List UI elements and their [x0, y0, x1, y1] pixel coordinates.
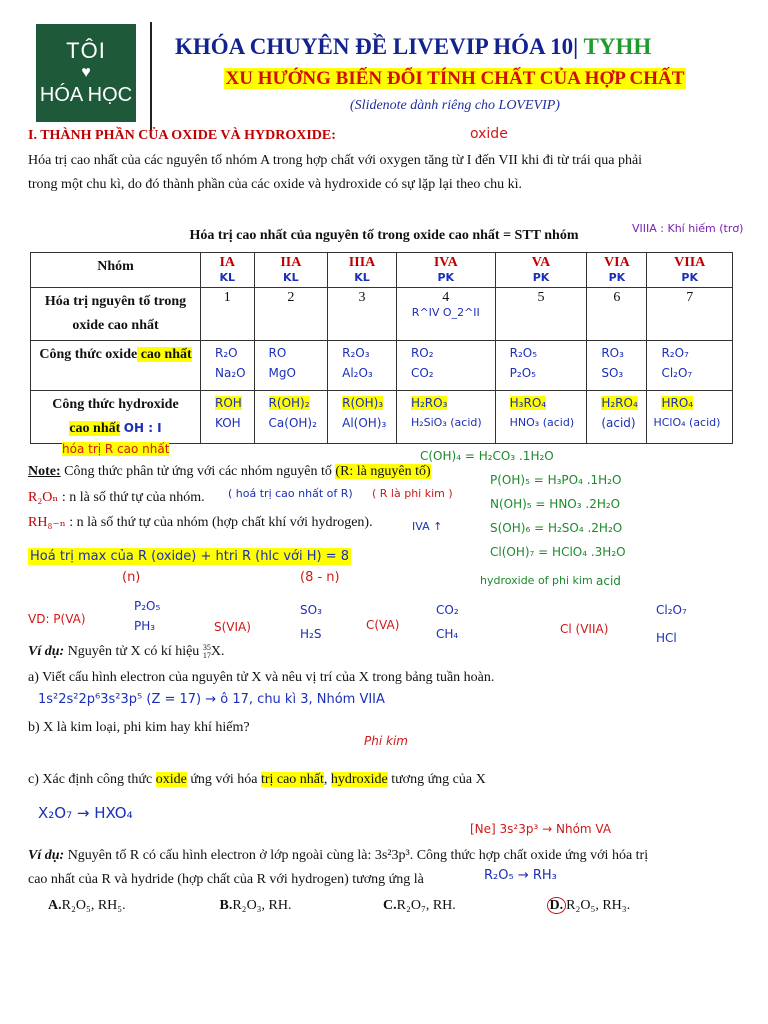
ex-p: VD: P(VA): [28, 612, 86, 626]
oxide-cell: R₂O Na₂O: [201, 341, 255, 391]
valence-table: [30, 252, 733, 444]
valence-cell: 3: [328, 288, 397, 341]
formula-8n: (8 - n): [300, 570, 340, 585]
example2-annot: [Ne] 3s²3p³ → Nhóm VA: [470, 822, 612, 836]
oxide-cell: RO MgO: [254, 341, 328, 391]
r2on-annot2: ( R là phi kim ): [372, 487, 453, 500]
r2on-line: R₂Oₙ : n là số thứ tự của nhóm.: [28, 490, 205, 505]
option-d: D.R₂O₅, RH₃.: [547, 898, 631, 914]
oxide-label: Công thức oxide cao nhất: [31, 341, 201, 391]
group-iva: IVA PK: [396, 253, 495, 288]
group-iia: IIA KL: [254, 253, 328, 288]
formula-line: Hoá trị max của R (oxide) + htri R (hlc với H) = 8: [30, 549, 349, 564]
valence-cell: 7: [647, 288, 733, 341]
option-c: C.R₂O₇, RH.: [383, 898, 456, 913]
logo-line1: TÔI: [66, 38, 106, 63]
oxide-cell: R₂O₅ P₂O₅: [495, 341, 587, 391]
page-title: KHÓA CHUYÊN ĐỀ LIVEVIP HÓA 10| TYHH: [175, 34, 652, 59]
option-a: A.R₂O₅, RH₅.: [48, 898, 126, 913]
ex-s-formulas: SO₃ H₂S: [300, 603, 322, 641]
formula-n: (n): [122, 570, 141, 585]
header-note: (Slidenote dành riêng cho LOVEVIP): [350, 98, 560, 113]
rh-annot: IVA ↑: [412, 520, 443, 533]
ex-cl: Cl (VIIA): [560, 622, 609, 636]
valence-annot: R^IV O_2^II: [411, 306, 480, 319]
annot-viiia: VIIIA : Khí hiếm (trơ): [632, 222, 744, 235]
logo-line2: HÓA HỌC: [39, 84, 133, 106]
valence-cell: 1: [201, 288, 255, 341]
example2-line1: Ví dụ: Nguyên tố R có cấu hình electron ở lớp ngoài cùng là: 3s²3p³. Công thức hợp chất oxide ứng với hóa trị: [28, 848, 649, 863]
example2-annot2: R₂O₅ → RH₃: [484, 868, 557, 883]
group-viia: VIIA PK: [647, 253, 733, 288]
hydroxide-cell: R(OH)₃ Al(OH)₃: [328, 391, 397, 444]
valence-cell: 6: [587, 288, 647, 341]
section-para-2: trong một chu kì, do đó thành phần của các oxide và hydroxide có sự lặp lại theo chu kì.: [28, 177, 522, 192]
valence-label: Hóa trị nguyên tố trong oxide cao nhất: [31, 288, 201, 341]
group-va: VA PK: [495, 253, 587, 288]
example1-intro: Ví dụ: Nguyên tử X có kí hiệu 35 17X.: [28, 643, 225, 660]
annot-oxide: oxide: [470, 126, 508, 142]
hydroxide-cell: H₂RO₄ (acid): [587, 391, 647, 444]
example2-options: [48, 898, 630, 914]
example1-b-answer: Phi kim: [364, 734, 408, 748]
title-accent: TYHH: [578, 34, 652, 59]
rh-line: RH₈₋ₙ : n là số thứ tự của nhóm (hợp chất khí với hydrogen).: [28, 515, 373, 530]
valence-cell: 4 R^IV O_2^II: [396, 288, 495, 341]
example1-qb: b) X là kim loại, phi kim hay khí hiếm?: [28, 720, 250, 735]
group-via: VIA PK: [587, 253, 647, 288]
r2on-annot: ( hoá trị cao nhất of R): [228, 487, 353, 500]
group-ia: IA KL: [201, 253, 255, 288]
oxide-cell: RO₃ SO₃: [587, 341, 647, 391]
logo: [36, 24, 136, 122]
header-divider: [150, 22, 152, 130]
group-iiia: IIIA KL: [328, 253, 397, 288]
header-label: Nhóm: [31, 253, 201, 288]
example1-c-answer: X₂O₇ → HXO₄: [38, 804, 133, 822]
ex-c-formulas: CO₂ CH₄: [436, 603, 459, 641]
ex-cl-formulas: Cl₂O₇ HCl: [656, 603, 687, 645]
table-caption: Hóa trị cao nhất của nguyên tố trong oxide cao nhất = STT nhóm: [189, 228, 579, 243]
note-line: Note: Công thức phân tử ứng với các nhóm nguyên tố (R: là nguyên tố): [28, 464, 431, 479]
oxide-cell: R₂O₃ Al₂O₃: [328, 341, 397, 391]
page-subtitle: XU HƯỚNG BIẾN ĐỔI TÍNH CHẤT CỦA HỢP CHẤT: [225, 68, 685, 89]
ex-s: S(VIA): [214, 620, 251, 634]
hydroxide-cell: ROH KOH: [201, 391, 255, 444]
oxide-cell: RO₂ CO₂: [396, 341, 495, 391]
ex-c: C(VA): [366, 618, 400, 632]
section-title: I. THÀNH PHẦN CỦA OXIDE VÀ HYDROXIDE:: [28, 128, 336, 143]
green-label-acid: acid: [596, 574, 621, 588]
heart-icon: ♥: [81, 64, 91, 81]
example1-a-answer: 1s²2s²2p⁶3s²3p⁵ (Z = 17) → ô 17, chu kì 3, Nhóm VIIA: [38, 692, 385, 707]
option-b: B.R₂O₃, RH.: [219, 898, 292, 913]
hydroxide-label: Công thức hydroxide cao nhất OH : I: [31, 391, 201, 444]
valence-cell: 2: [254, 288, 328, 341]
hydroxide-annot: OH : I: [123, 421, 162, 435]
section-para-1: Hóa trị cao nhất của các nguyên tố nhóm A trong hợp chất với oxygen tăng từ I đến VII khi đi từ trái qua phải: [28, 153, 643, 168]
hydroxide-cell: HRO₄ HClO₄ (acid): [647, 391, 733, 444]
green-label-hydroxide: hydroxide of phi kim: [480, 574, 593, 587]
annot-below-table: hóa trị R cao nhất: [62, 442, 170, 456]
example2-line2: cao nhất của R và hydride (hợp chất của R với hydrogen) tương ứng là: [28, 872, 424, 887]
example1-qa: a) Viết cấu hình electron của nguyên tử X và nêu vị trí của X trong bảng tuần hoàn.: [28, 670, 495, 685]
valence-cell: 5: [495, 288, 587, 341]
oxide-cell: R₂O₇ Cl₂O₇: [647, 341, 733, 391]
hydroxide-cell: H₂RO₃ H₂SiO₃ (acid): [396, 391, 495, 444]
ex-p-formulas: P₂O₅ PH₃: [134, 599, 161, 633]
example1-qc: c) Xác định công thức oxide ứng với hóa trị cao nhất, hydroxide tương ứng của X: [28, 772, 486, 787]
hydroxide-cell: H₃RO₄ HNO₃ (acid): [495, 391, 587, 444]
hydroxide-cell: R(OH)₂ Ca(OH)₂: [254, 391, 328, 444]
green-formulas: C(OH)₄ = H₂CO₃ .1H₂O P(OH)₅ = H₃PO₄ .1H₂O N(OH)₅ = HNO₃ .2H₂O S(OH)₆ = H₂SO₄ .2H₂O Cl(OH)₇ = HClO₄ .3H₂O: [420, 449, 626, 559]
